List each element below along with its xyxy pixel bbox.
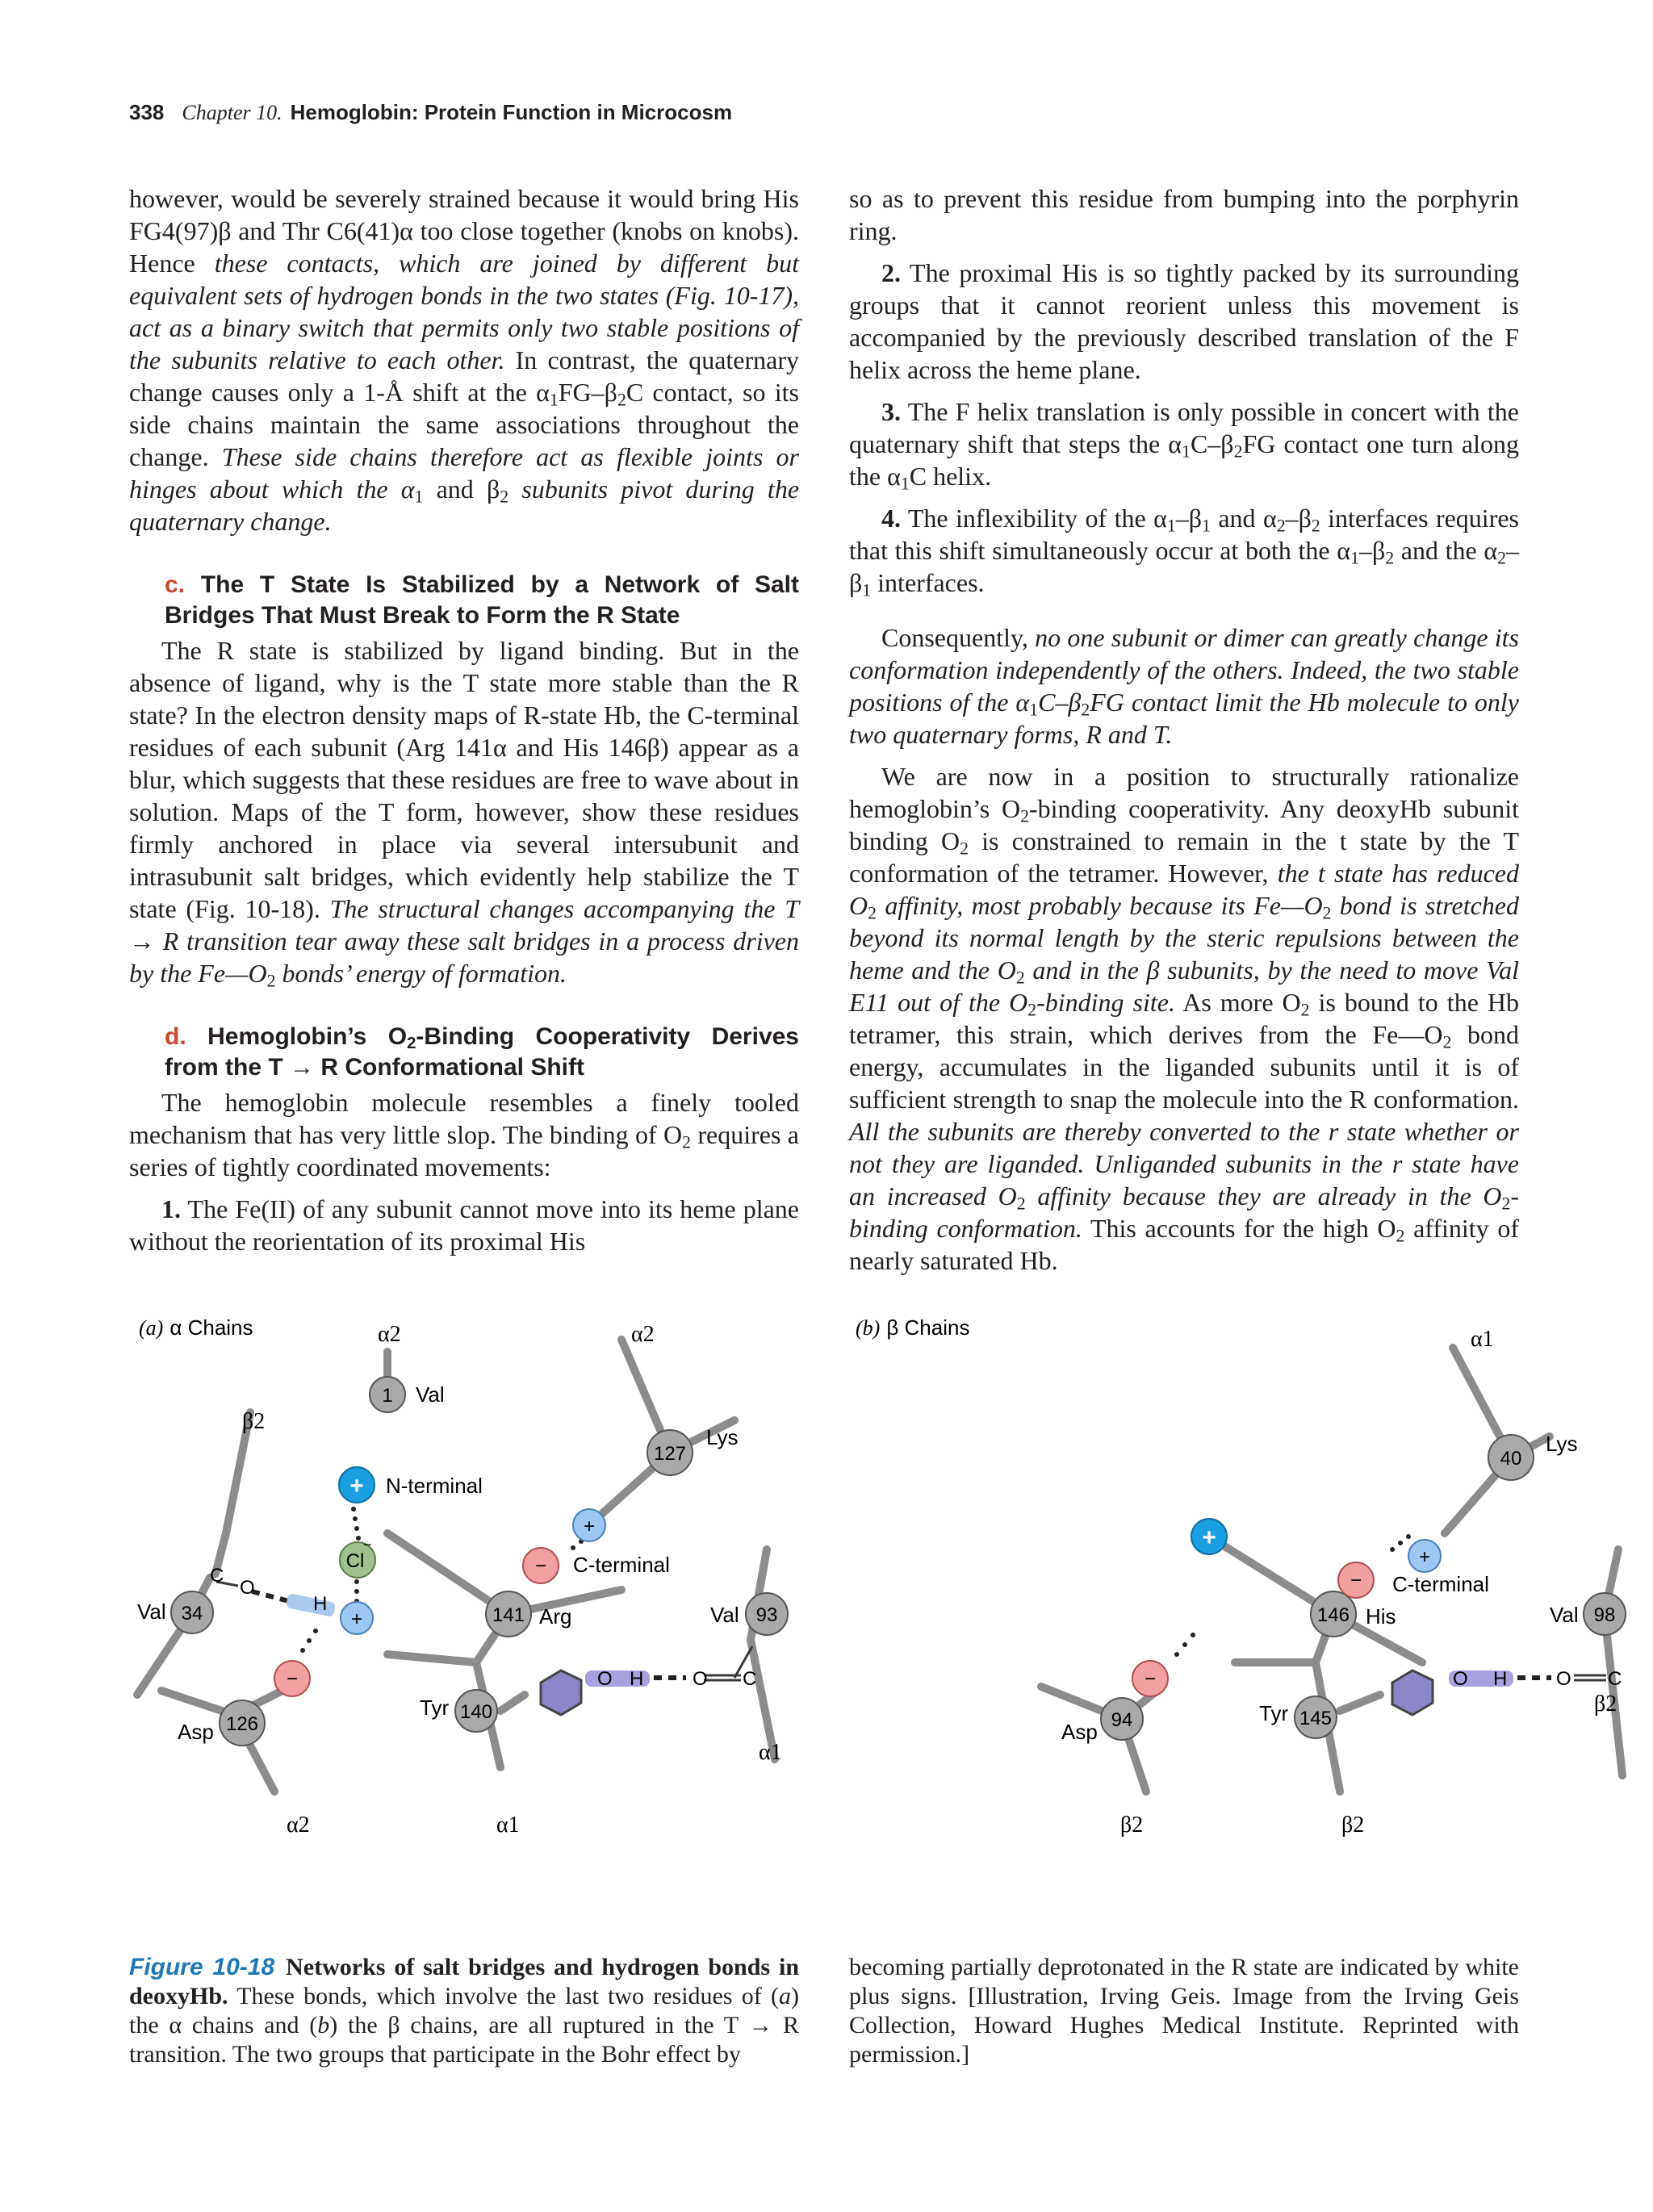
bond-lines	[1574, 1675, 1606, 1680]
atom-h: H	[630, 1668, 644, 1690]
svg-text:145: 145	[1299, 1708, 1333, 1729]
svg-text:−: −	[363, 1537, 372, 1553]
panel-b-title: (b) β Chains	[856, 1315, 970, 1340]
chain-label: α1	[496, 1813, 520, 1838]
tyr-label: Tyr	[420, 1696, 450, 1720]
svg-text:+: +	[349, 1473, 364, 1499]
plus-ion-n-terminal	[1191, 1519, 1227, 1554]
chain-label: α1	[759, 1740, 782, 1765]
lys-label: Lys	[706, 1425, 739, 1449]
paragraph: The R state is stabilized by ligand binding. But in the absence of ligand, why is the T state more stable than the R state? In the electron density maps of R-state Hb, the C-terminal residues of each subunit (Arg 141α and His 146β) appear as a blur, which suggests that these residues are free to wave about in solution. Maps of the T form, however, show these residues firmly anchored in place via several intersubunit and intrasubunit salt bridges, which evidently help stabilize the T state (Fig. 10-18). The structural changes accompanying the T → R transition tear away these salt bridges in a process driven by the $Fe—O_2$ bonds’ energy of formation.	[129, 636, 800, 991]
n-terminal-label: N-terminal	[386, 1474, 483, 1498]
atom-c: C	[210, 1565, 224, 1587]
figure-caption: Figure 10-18 Networks of salt bridges and hydrogen bonds in deoxyHb. These bonds, which involve the last two residues of (a) the α chains and (b) the β chains, are all ruptured in the T → R transition. The two groups that participate in the Bohr effect by	[129, 1954, 799, 2068]
svg-text:−: −	[286, 1668, 299, 1690]
tyrosine-ring	[1340, 1670, 1433, 1715]
residue-145	[1295, 1696, 1337, 1738]
svg-text:93: 93	[755, 1604, 778, 1626]
minus-ion-c-terminal	[1338, 1562, 1374, 1598]
atom-o: O	[1556, 1668, 1571, 1690]
residue-34	[171, 1591, 213, 1633]
svg-text:1: 1	[382, 1385, 393, 1407]
figure-10-18	[121, 1307, 1622, 1937]
chapter-label: Chapter 10.	[182, 101, 282, 124]
plus-ion-lys	[1408, 1540, 1441, 1572]
residue-126	[220, 1700, 265, 1746]
residue-141	[486, 1591, 531, 1637]
val-label: Val	[416, 1382, 445, 1407]
tyr-label: Tyr	[1259, 1701, 1289, 1725]
minus-ion-asp	[274, 1661, 310, 1696]
svg-text:146: 146	[1316, 1604, 1350, 1626]
chain-label: α2	[631, 1322, 655, 1347]
running-header	[129, 100, 732, 125]
minus-ion-asp	[1132, 1661, 1168, 1696]
residue-98	[1584, 1593, 1626, 1635]
residue-146	[1311, 1591, 1356, 1637]
section-heading-d: d. Hemoglobin’s $O_2$-Binding Cooperativity Derives from the T → R Conformational Shift	[165, 1023, 799, 1081]
figure-caption-continued: becoming partially deprotonated in the R state are indicated by white plus signs. [Illustration, Irving Geis. Image from the Irving Geis Collection, Howard Hughes Medical Institute. Reprinted with permission.]	[849, 1954, 1519, 2068]
residue-94	[1101, 1698, 1143, 1740]
c-terminal-label: C-terminal	[1392, 1572, 1489, 1596]
minus-ion-c-terminal	[523, 1548, 559, 1583]
svg-text:+: +	[1202, 1524, 1216, 1551]
panel-b	[856, 1315, 1626, 1838]
atom-c: C	[743, 1668, 757, 1690]
svg-text:34: 34	[181, 1603, 203, 1625]
residue-1	[370, 1377, 405, 1412]
atom-o: O	[240, 1577, 255, 1599]
list-item: 4. The inflexibility of the $\alpha_1-\beta_1$ and $\alpha_2-\beta_2$ interfaces requires that this shift simultaneously occur at both the $\alpha_1-\beta_2$ and the $\alpha_2-\beta_1$ interfaces.	[849, 504, 1520, 600]
atom-h: H	[313, 1593, 328, 1615]
residue-40	[1488, 1435, 1534, 1480]
right-column	[849, 182, 1519, 1286]
svg-text:+: +	[583, 1516, 596, 1537]
atom-o: O	[693, 1668, 708, 1690]
list-item: 1. The Fe(II) of any subunit cannot move into its heme plane without the reorientation of its proximal His	[129, 1194, 799, 1256]
svg-text:−: −	[534, 1555, 547, 1577]
svg-text:Cl: Cl	[345, 1550, 365, 1572]
chain-label: β2	[1120, 1813, 1144, 1838]
plus-ion-lys	[573, 1509, 605, 1541]
list-item: 3. The F helix translation is only possible in concert with the quaternary shift that steps the $\alpha_1C-\beta_2FG$ contact one turn along the $\alpha_1C$ helix.	[849, 397, 1520, 494]
his-label: His	[1366, 1604, 1396, 1629]
paragraph: however, would be severely strained because it would bring His FG4(97)β and Thr C6(41)α too close together (knobs on knobs). Hence these contacts, which are joined by different but equivalent sets of hydrogen bonds in the two states (Fig. 10-17), act as a binary switch that permits only two stable positions of the subunits relative to each other. In contrast, the quaternary change causes only a 1-Å shift at the $\alpha_1FG-\beta_2C$ contact, so its side chains maintain the same associations throughout the change. These side chains therefore act as flexible joints or hinges about which the $\alpha_1$ and $\beta_2$ subunits pivot during the quaternary change.	[129, 184, 800, 536]
arg-label: Arg	[539, 1604, 572, 1629]
paragraph: so as to prevent this residue from bumping into the porphyrin ring.	[849, 184, 1519, 245]
svg-text:40: 40	[1500, 1448, 1522, 1470]
atom-o: O	[1453, 1668, 1468, 1690]
chain-label: β2	[242, 1409, 266, 1434]
svg-text:126: 126	[225, 1713, 259, 1735]
chain-label: β2	[1594, 1691, 1617, 1716]
atom-o: O	[597, 1668, 613, 1690]
chain-label: α2	[378, 1322, 401, 1347]
list-item: 2. The proximal His is so tightly packed by its surrounding groups that it cannot reorient unless this movement is accompanied by the previously described translation of the F helix across the heme plane.	[849, 258, 1519, 384]
plus-ion-his	[341, 1602, 373, 1634]
paragraph: We are now in a position to structurally rationalize hemoglobin’s $O_2$-binding cooperativity. Any deoxyHb subunit binding $O_2$ is constrained to remain in the t state by the T conformation of the tetramer. However, the t state has reduced $O_2$ affinity, most probably because its $Fe—O_2$ bond is stretched beyond its normal length by the steric repulsions between the heme and the $O_2$ and in the β subunits, by the need to move Val E11 out of the $O_2$-binding site. As more $O_2$ is bound to the Hb tetramer, this strain, which derives from the $Fe—O_2$ bond energy, accumulates in the liganded subunits until it is of sufficient strength to snap the molecule into the R conformation. All the subunits are thereby converted to the r state whether or not they are liganded. Unliganded subunits in the r state have an increased $O_2$ affinity because they are already in the $O_2$-binding conformation. This accounts for the high $O_2$ affinity of nearly saturated Hb.	[849, 762, 1520, 1275]
svg-text:−: −	[1144, 1668, 1157, 1690]
svg-text:140: 140	[459, 1701, 493, 1723]
paragraph: Consequently, no one subunit or dimer can greatly change its conformation independently of the others. Indeed, the two stable positions of the $\alpha_1C-\beta_2FG$ contact limit the Hb molecule to only two quaternary forms, R and T.	[849, 623, 1520, 749]
residue-140	[455, 1690, 497, 1732]
asp-label: Asp	[178, 1720, 214, 1744]
asp-label: Asp	[1061, 1720, 1098, 1744]
page-number: 338	[129, 100, 165, 124]
plus-ion-n-terminal	[339, 1467, 375, 1503]
val34-label: Val	[137, 1599, 166, 1624]
chapter-title: Hemoglobin: Protein Function in Microcosm	[290, 100, 733, 124]
svg-text:141: 141	[492, 1604, 525, 1626]
atom-h: H	[1493, 1668, 1508, 1690]
chain-label: α2	[287, 1813, 310, 1838]
atom-c: C	[1608, 1668, 1622, 1690]
tyrosine-ring	[500, 1670, 581, 1715]
residue-93	[746, 1593, 788, 1635]
paragraph: The hemoglobin molecule resembles a finely tooled mechanism that has very little slop. The binding of $O_2$ requires a series of tightly coordinated movements:	[129, 1088, 800, 1181]
h-bridge-highlight	[286, 1593, 336, 1617]
svg-text:98: 98	[1593, 1604, 1616, 1626]
svg-text:−: −	[1350, 1570, 1362, 1591]
svg-text:+: +	[1418, 1546, 1431, 1568]
panel-a-title: (a) α Chains	[139, 1315, 253, 1340]
chloride-ion	[340, 1537, 375, 1578]
lys-label: Lys	[1546, 1432, 1578, 1456]
figure-label: Figure 10-18	[129, 1954, 275, 1980]
panel-a	[137, 1315, 788, 1838]
chain-label: α1	[1471, 1327, 1494, 1352]
residue-127	[647, 1430, 693, 1475]
val93-label: Val	[710, 1603, 739, 1627]
val-label: Val	[1550, 1603, 1579, 1627]
svg-text:+: +	[350, 1608, 363, 1630]
left-column	[129, 182, 799, 1267]
svg-text:127: 127	[653, 1443, 687, 1465]
c-terminal-label: C-terminal	[573, 1553, 670, 1577]
svg-text:94: 94	[1111, 1709, 1133, 1731]
section-heading-c: c. The T State Is Stabilized by a Network of Salt Bridges That Must Break to Form the R State	[165, 571, 800, 629]
chain-label: β2	[1341, 1813, 1365, 1838]
